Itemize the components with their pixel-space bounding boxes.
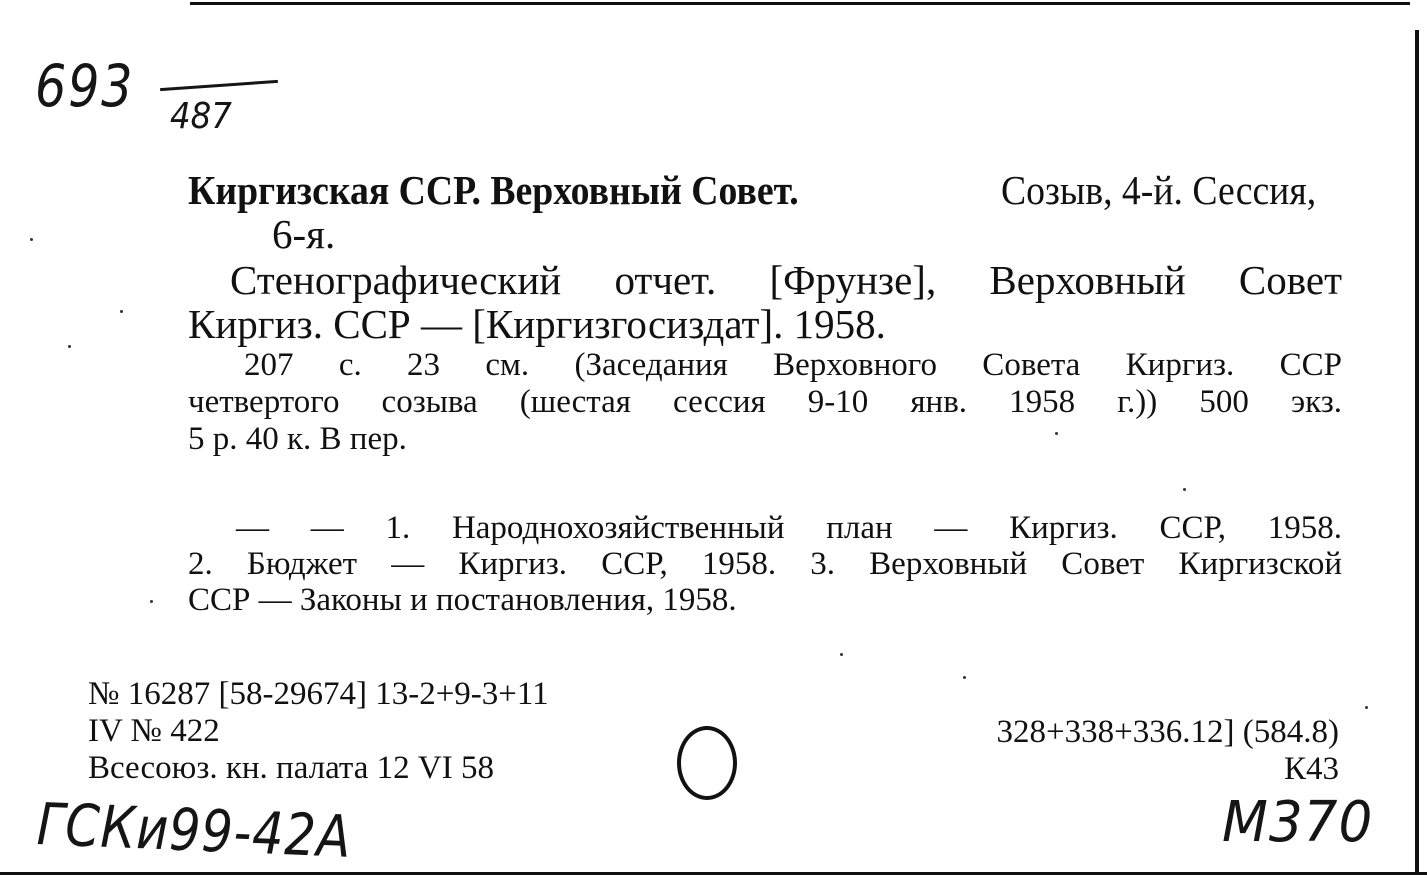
classification-index: К43 — [1283, 751, 1339, 787]
speck — [150, 600, 153, 603]
subjects-line-2: 2. Бюджет — Киргиз. ССР, 1958. 3. Верховный Совет Киргизской — [188, 546, 1342, 582]
bottom-border — [0, 872, 1427, 875]
registry-line-1: № 16287 [58-29674] 13-2+9-3+11 — [88, 676, 549, 712]
speck — [1365, 706, 1368, 709]
handwritten-shelf-fraction: 487 — [170, 96, 232, 137]
speck — [1055, 432, 1058, 435]
subjects-line-3: ССР — Законы и постановления, 1958. — [188, 582, 737, 618]
speck — [963, 676, 966, 679]
speck — [840, 653, 843, 656]
title-line-2: Киргиз. ССР — [Киргизгосиздат]. 1958. — [188, 301, 886, 347]
handwritten-code: М370 — [1222, 790, 1374, 855]
handwritten-fraction-bar — [160, 80, 278, 91]
classification-line-1: 328+338+336.12] (584.8) — [996, 714, 1339, 750]
right-border — [1415, 30, 1419, 875]
registry-line-3: Всесоюз. кн. палата 12 VI 58 — [88, 750, 494, 786]
description-line-1: 207 с. 23 см. (Заседания Верховного Совета Киргиз. ССР — [244, 347, 1342, 383]
description-line-3: 5 р. 40 к. В пер. — [188, 421, 407, 457]
handwritten-call-number: ГСКи99-42А — [35, 790, 353, 871]
heading-author: Киргизская ССР. Верховный Совет. — [188, 167, 799, 213]
registry-line-2: IV № 422 — [88, 713, 220, 749]
description-line-2: четвертого созыва (шестая сессия 9-10 янв. 1958 г.)) 500 экз. — [188, 384, 1342, 420]
punched-hole — [677, 726, 737, 800]
heading-session-number: 6-я. — [272, 211, 336, 257]
subjects-line-1: — — 1. Народнохозяйственный план — Киргиз. ССР, 1958. — [236, 510, 1342, 546]
speck — [30, 238, 33, 241]
speck — [120, 310, 123, 313]
handwritten-shelf-number: 693 — [35, 52, 135, 120]
top-border — [190, 2, 1410, 5]
speck — [1183, 488, 1186, 491]
speck — [68, 345, 71, 348]
title-line-1: Стенографический отчет. [Фрунзе], Верховный Совет — [230, 257, 1342, 303]
heading-session: Созыв, 4-й. Сессия, — [1001, 167, 1317, 213]
